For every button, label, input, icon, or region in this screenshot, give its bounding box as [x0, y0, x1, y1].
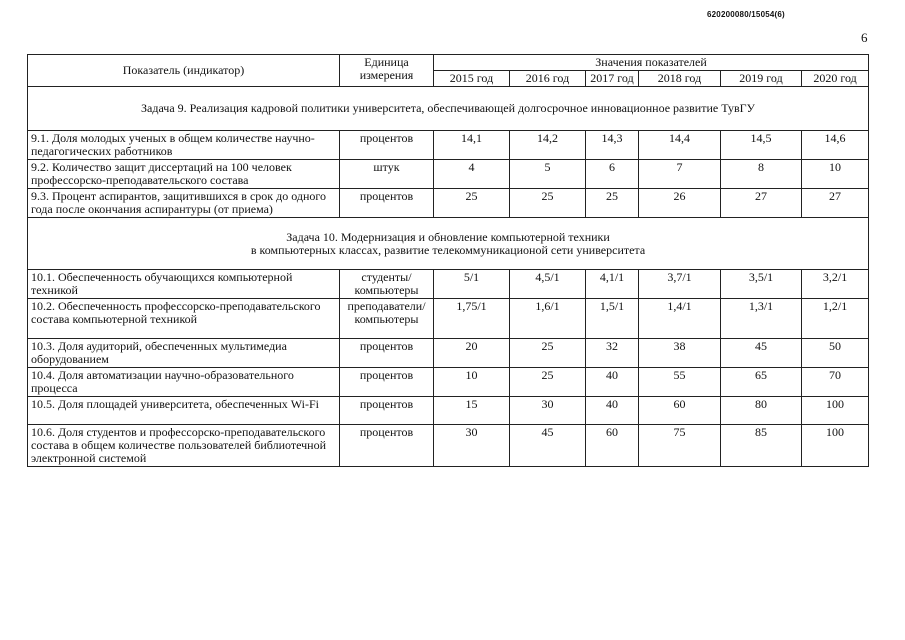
indicator-value: 1,3/1	[721, 299, 802, 339]
indicator-value: 14,4	[639, 131, 721, 160]
header-values-title: Значения показателей	[434, 55, 869, 71]
table-row	[28, 339, 869, 368]
table-row	[28, 189, 869, 218]
header-year: 2015 год	[434, 71, 510, 87]
indicator-value: 27	[802, 189, 869, 218]
indicator-value: 8	[721, 160, 802, 189]
task-title-line: в компьютерных классах, развитие телекоммуникационой сети университета	[250, 242, 646, 257]
indicator-unit: процентов	[340, 425, 434, 467]
indicator-value: 10	[802, 160, 869, 189]
indicator-value: 30	[510, 397, 586, 425]
indicator-value: 5	[510, 160, 586, 189]
indicator-unit: процентов	[340, 189, 434, 218]
indicator-name: 10.4. Доля автоматизации научно-образовательного процесса	[28, 368, 340, 397]
header-indicator: Показатель (индикатор)	[28, 55, 340, 87]
indicator-value: 1,2/1	[802, 299, 869, 339]
header-year: 2017 год	[586, 71, 639, 87]
indicator-unit: студенты/ компьютеры	[340, 270, 434, 299]
table-row	[28, 160, 869, 189]
indicator-value: 70	[802, 368, 869, 397]
indicator-name: 10.1. Обеспеченность обучающихся компьютерной техникой	[28, 270, 340, 299]
indicator-value: 7	[639, 160, 721, 189]
indicator-value: 5/1	[434, 270, 510, 299]
indicator-value: 25	[434, 189, 510, 218]
indicator-value: 14,2	[510, 131, 586, 160]
indicator-value: 80	[721, 397, 802, 425]
header-year: 2019 год	[721, 71, 802, 87]
indicator-value: 55	[639, 368, 721, 397]
indicator-value: 26	[639, 189, 721, 218]
indicator-value: 60	[586, 425, 639, 467]
indicator-value: 65	[721, 368, 802, 397]
indicator-name: 9.2. Количество защит диссертаций на 100 человек профессорско-преподавательского состава	[28, 160, 340, 189]
indicator-value: 10	[434, 368, 510, 397]
indicator-unit: процентов	[340, 131, 434, 160]
indicator-name: 10.2. Обеспеченность профессорско-преподавательского состава компьютерной техникой	[28, 299, 340, 339]
indicator-value: 1,5/1	[586, 299, 639, 339]
indicator-value: 6	[586, 160, 639, 189]
indicator-value: 4,1/1	[586, 270, 639, 299]
table-row	[28, 299, 869, 339]
indicator-value: 27	[721, 189, 802, 218]
indicator-unit: процентов	[340, 339, 434, 368]
table-row	[28, 397, 869, 425]
indicator-unit: процентов	[340, 397, 434, 425]
header-unit-line1: Единица	[364, 55, 409, 69]
table-row	[28, 131, 869, 160]
indicator-name: 9.3. Процент аспирантов, защитившихся в срок до одного года после окончания аспирантуры (от приема)	[28, 189, 340, 218]
indicator-value: 4	[434, 160, 510, 189]
indicator-value: 25	[510, 368, 586, 397]
indicator-value: 3,5/1	[721, 270, 802, 299]
indicator-value: 32	[586, 339, 639, 368]
document-code: 620200080/15054(6)	[707, 10, 785, 19]
task-title-line: Задача 9. Реализация кадровой политики университета, обеспечивающей долгосрочное инновационное развитие ТувГУ	[141, 101, 756, 115]
indicator-value: 60	[639, 397, 721, 425]
indicator-name: 9.1. Доля молодых ученых в общем количестве научно-педагогических работников	[28, 131, 340, 160]
indicator-value: 14,1	[434, 131, 510, 160]
task-title	[28, 218, 869, 270]
indicator-value: 25	[510, 189, 586, 218]
indicator-value: 25	[510, 339, 586, 368]
indicator-unit: преподаватели/компьютеры	[340, 299, 434, 339]
indicator-unit: штук	[340, 160, 434, 189]
indicator-value: 3,7/1	[639, 270, 721, 299]
indicator-name: 10.5. Доля площадей университета, обеспеченных Wi-Fi	[28, 397, 340, 425]
indicator-value: 14,6	[802, 131, 869, 160]
indicator-value: 14,5	[721, 131, 802, 160]
page-number: 6	[861, 30, 868, 45]
indicator-value: 3,2/1	[802, 270, 869, 299]
indicator-value: 45	[510, 425, 586, 467]
indicator-value: 100	[802, 397, 869, 425]
table-row	[28, 425, 869, 467]
indicator-value: 15	[434, 397, 510, 425]
indicator-value: 20	[434, 339, 510, 368]
indicator-value: 38	[639, 339, 721, 368]
indicator-value: 45	[721, 339, 802, 368]
task-title-line: Задача 10. Модернизация и обновление компьютерной техники	[286, 229, 610, 244]
indicator-value: 14,3	[586, 131, 639, 160]
table-row	[28, 270, 869, 299]
indicator-value: 1,75/1	[434, 299, 510, 339]
header-unit-line2: измерения	[359, 68, 414, 82]
indicator-value: 25	[586, 189, 639, 218]
indicator-unit: процентов	[340, 368, 434, 397]
task-title	[28, 87, 869, 131]
indicators-table	[27, 54, 869, 467]
indicator-name: 10.3. Доля аудиторий, обеспеченных мультимедиа оборудованием	[28, 339, 340, 368]
indicator-value: 40	[586, 368, 639, 397]
indicator-value: 50	[802, 339, 869, 368]
indicator-value: 1,4/1	[639, 299, 721, 339]
header-year: 2016 год	[510, 71, 586, 87]
header-year: 2018 год	[639, 71, 721, 87]
indicator-value: 1,6/1	[510, 299, 586, 339]
indicator-value: 4,5/1	[510, 270, 586, 299]
indicator-name: 10.6. Доля студентов и профессорско-преподавательского состава в общем количестве пользователей библиотечной электронной системой	[28, 425, 340, 467]
indicator-value: 30	[434, 425, 510, 467]
indicator-value: 75	[639, 425, 721, 467]
indicator-value: 100	[802, 425, 869, 467]
table-row	[28, 368, 869, 397]
header-unit	[340, 55, 434, 87]
header-year: 2020 год	[802, 71, 869, 87]
indicator-value: 40	[586, 397, 639, 425]
indicator-value: 85	[721, 425, 802, 467]
